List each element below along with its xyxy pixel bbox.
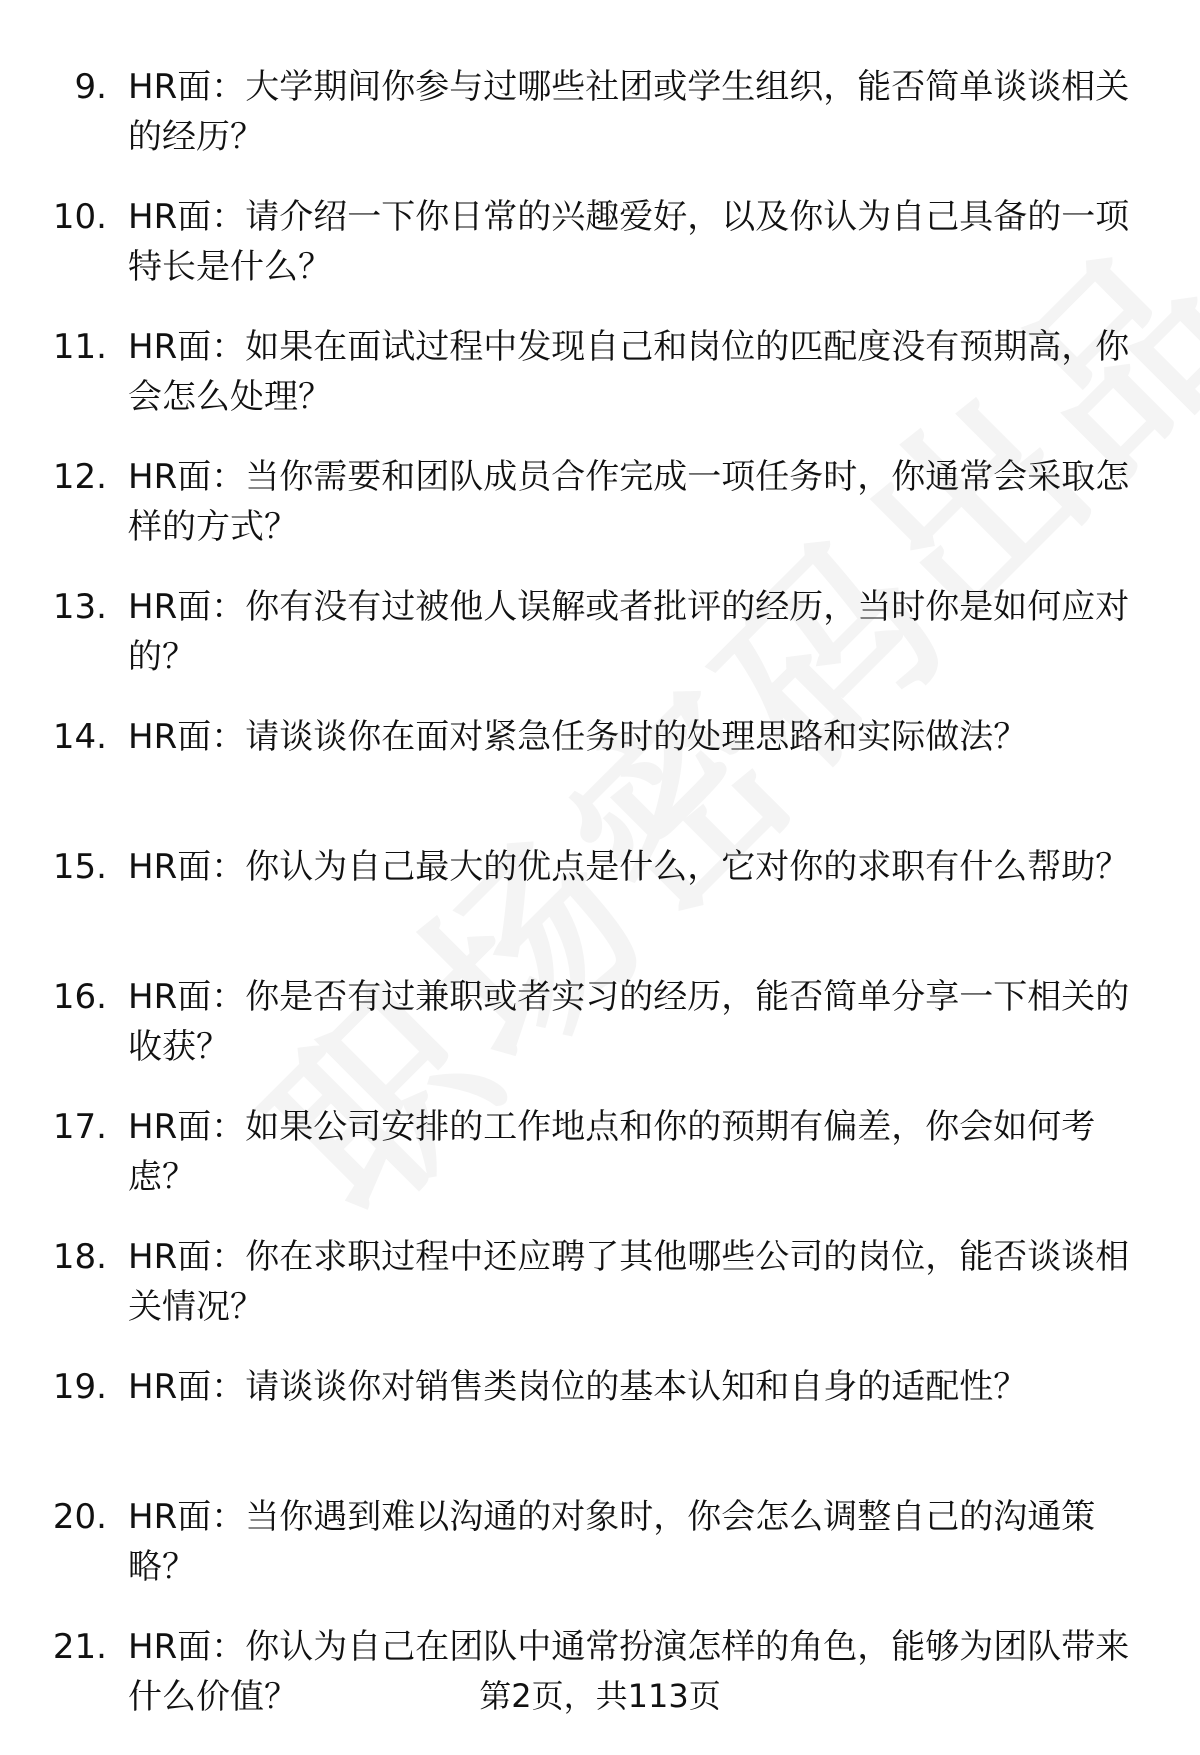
question-text: HR面：你在求职过程中还应聘了其他哪些公司的岗位，能否谈谈相关情况？	[128, 1237, 1130, 1327]
list-item	[0, 316, 1200, 446]
question-number: 17.	[52, 1107, 107, 1147]
question-number: 10.	[52, 197, 107, 237]
question-text: HR面：如果公司安排的工作地点和你的预期有偏差，你会如何考虑？	[128, 1107, 1096, 1197]
question-text: HR面：请介绍一下你日常的兴趣爱好，以及你认为自己具备的一项特长是什么？	[128, 197, 1130, 287]
question-text: HR面：你认为自己最大的优点是什么，它对你的求职有什么帮助？	[128, 847, 1130, 887]
list-item	[0, 1096, 1200, 1226]
list-item	[0, 706, 1200, 836]
page-number: 第2页，共113页	[479, 1677, 721, 1715]
list-item	[0, 966, 1200, 1096]
question-text: HR面：你是否有过兼职或者实习的经历，能否简单分享一下相关的收获？	[128, 977, 1130, 1067]
list-item	[0, 576, 1200, 706]
list-item	[0, 186, 1200, 316]
question-number: 20.	[52, 1497, 107, 1537]
question-number: 19.	[52, 1367, 107, 1407]
question-text: HR面：请谈谈你在面对紧急任务时的处理思路和实际做法？	[128, 717, 1028, 757]
list-item	[0, 56, 1200, 186]
question-list	[0, 56, 1200, 1746]
list-item	[0, 446, 1200, 576]
list-item	[0, 836, 1200, 966]
question-text: HR面：当你需要和团队成员合作完成一项任务时，你通常会采取怎样的方式？	[128, 457, 1130, 547]
question-text: HR面：如果在面试过程中发现自己和岗位的匹配度没有预期高，你会怎么处理？	[128, 327, 1130, 417]
question-number: 9.	[74, 67, 107, 107]
question-number: 12.	[52, 457, 107, 497]
question-text: HR面：你有没有过被他人误解或者批评的经历，当时你是如何应对的？	[128, 587, 1130, 677]
question-number: 11.	[52, 327, 107, 367]
question-number: 14.	[52, 717, 107, 757]
question-number: 15.	[52, 847, 107, 887]
question-text: HR面：请谈谈你对销售类岗位的基本认知和自身的适配性？	[128, 1367, 1028, 1407]
question-number: 21.	[52, 1627, 107, 1667]
question-number: 13.	[52, 587, 107, 627]
question-text: HR面：大学期间你参与过哪些社团或学生组织，能否简单谈谈相关的经历？	[128, 67, 1130, 157]
question-number: 16.	[52, 977, 107, 1017]
question-number: 18.	[52, 1237, 107, 1277]
list-item	[0, 1356, 1200, 1486]
list-item	[0, 1226, 1200, 1356]
list-item	[0, 1486, 1200, 1616]
question-text: HR面：你认为自己在团队中通常扮演怎样的角色，能够为团队带来什么价值？	[128, 1627, 1130, 1717]
question-text: HR面：当你遇到难以沟通的对象时，你会怎么调整自己的沟通策略？	[128, 1497, 1096, 1587]
page-footer	[0, 1674, 1200, 1718]
